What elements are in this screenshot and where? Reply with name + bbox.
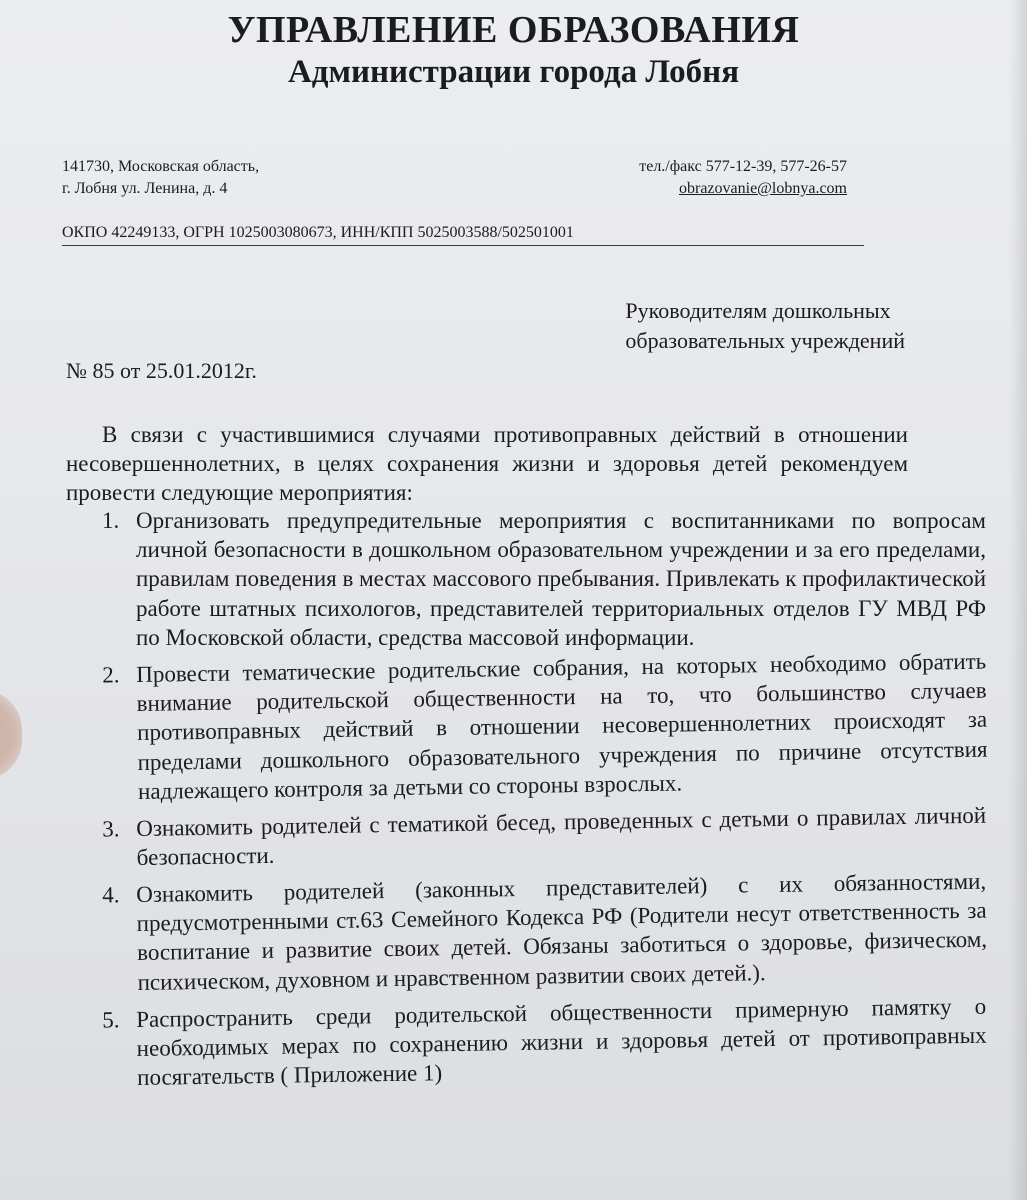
org-subtitle: Администрации города Лобня — [287, 54, 740, 90]
contact-info — [639, 156, 847, 200]
list-item: Ознакомить родителей с тематикой бесед, проведенных с детьми о правилах личной безопасности. — [136, 802, 987, 871]
list-item: Ознакомить родителей (законных представителей) с их обязанностями, предусмотренными ст.63 Семейного Кодекса РФ (Родители несут ответственность за воспитание и развитие своих детей. Обязаны заботиться о здоровье, физическом, психическом, духовном и нравственном развитии своих детей.). — [136, 869, 988, 996]
document-number-date: № 85 от 25.01.2012г. — [66, 358, 257, 383]
recommendation-list — [66, 506, 986, 1101]
recipient-line-1: Руководителям дошкольных — [625, 298, 891, 323]
list-item: Провести тематические родительские собрания, на которых необходимо обратить внимание родительской общественности на то, что большинство случаев противоправных действий в отношении несовершеннолетних происходят за пределами дошкольного образовательного учреждения по причине отсутствия надлежащего контроля за детьми со стороны взрослых. — [136, 648, 988, 804]
recipient-block — [625, 296, 905, 356]
postal-address — [62, 156, 259, 200]
recipient-line-2: образовательных учреждений — [625, 328, 905, 353]
email-link[interactable]: obrazovanie@lobnya.com — [678, 180, 847, 197]
address-line-street: г. Лобня ул. Ленина, д. 4 — [62, 180, 228, 197]
list-item: Организовать предупредительные мероприятия с воспитанниками по вопросам личной безопасности в дошкольном образовательном учреждении и за его пределами, правилам поведения в местах массового пребывания. Привлекать к профилактической работе штатных психологов, представителей территориальных отделов ГУ МВД РФ по Московской области, средства массовой информации. — [136, 508, 987, 650]
list-item: Распространить среди родительской общественности примерную памятку о необходимых мерах по сохранению жизни и здоровья детей от противоправных посягательств ( Приложение 1) — [136, 993, 987, 1091]
registration-codes: ОКПО 42249133, ОГРН 1025003080673, ИНН/КПП 5025003588/502501001 — [62, 224, 864, 246]
intro-paragraph: В связи с участившимися случаями противоправных действий в отношении несовершеннолетних, в целях сохранения жизни и здоровья детей рекомендуем провести следующие мероприятия: — [66, 422, 908, 505]
finger-shadow — [0, 690, 22, 780]
page-edge-shadow — [1009, 0, 1027, 1200]
address-line-region: 141730, Московская область, — [62, 158, 260, 175]
org-title: УПРАВЛЕНИЕ ОБРАЗОВАНИЯ — [227, 9, 800, 51]
phone-fax: тел./факс 577-12-39, 577-26-57 — [639, 158, 847, 175]
